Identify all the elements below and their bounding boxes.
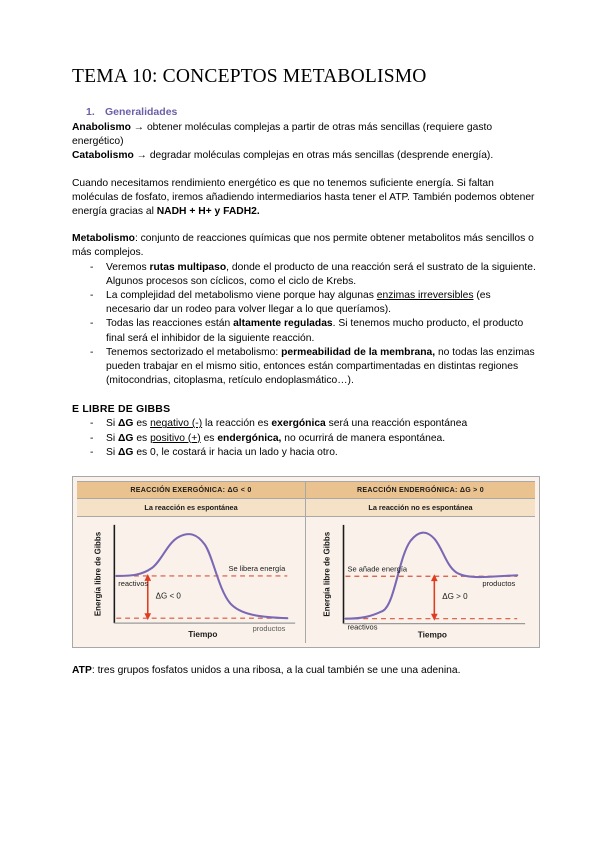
- list-item: [72, 417, 538, 431]
- figure-subheader-endergonica: La reacción no es espontánea: [306, 499, 535, 517]
- bullet-bold: endergónica,: [217, 432, 282, 444]
- bullet-pre: Todas las reacciones están: [106, 318, 234, 330]
- page-title: TEMA 10: CONCEPTOS METABOLISMO: [72, 66, 427, 87]
- y-axis-label: Energía libre de Gibbs: [322, 531, 332, 617]
- bullet-pre: Si: [106, 432, 119, 444]
- bullet-mid: es 0, le costará ir hacia un lado y hacia otro.: [133, 446, 338, 458]
- bullet-post: (es necesario dar un rodeo para volver llegar a lo que queríamos).: [106, 290, 491, 316]
- atp-term: ATP: [72, 665, 92, 677]
- catabolismo-paragraph: [72, 149, 538, 163]
- metabolismo-term: Metabolismo: [72, 233, 135, 245]
- bullet-mid: es: [133, 418, 151, 430]
- energy-paragraph-text: Cuando necesitamos rendimiento energético es que no tenemos suficiente energía. Si faltan moléculas de fosfato, iremos añadiendo intermediarios hasta tener el ATP. También podemos obtener energía gracias al: [72, 177, 535, 218]
- metabolismo-paragraph: [72, 232, 538, 260]
- figure-header-exergonica: REACCIÓN EXERGÓNICA: ΔG < 0: [77, 481, 305, 499]
- metabolismo-bullet-list: [72, 261, 538, 389]
- bullet-mid: es: [133, 432, 151, 444]
- list-item: [72, 346, 538, 389]
- bullet-mid2: la reacción es: [202, 418, 272, 430]
- atp-text: : tres grupos fosfatos unidos a una ribosa, a la cual también se une una adenina.: [91, 665, 461, 677]
- bullet-pre: Veremos: [106, 261, 150, 273]
- bullet-bold: permeabilidad de la membrana,: [281, 346, 436, 358]
- bullet-post: no todas las enzimas pueden trabajar en el mismo sitio, entonces están compartimentadas en distintas regiones (mitocondrias, citoplasma, retículo endoplasmático…).: [106, 346, 535, 387]
- bullet-pre: Si: [106, 418, 119, 430]
- metabolismo-text: : conjunto de reacciones químicas que nos permite obtener metabolitos más sencillos o más complejos.: [72, 233, 534, 259]
- section-number: 1.: [86, 106, 95, 118]
- list-item: [72, 446, 538, 460]
- bullet-post: , donde el producto de una reacción será el sustrato de la siguiente. Algunos procesos son cíclicos, como el ciclo de Krebs.: [106, 261, 536, 287]
- bullet-pre: Tenemos sectorizado el metabolismo:: [106, 346, 282, 358]
- anabolismo-paragraph: [72, 121, 538, 149]
- gibbs-figure: [72, 476, 540, 648]
- bullet-delta-g: ΔG: [118, 418, 134, 430]
- section-heading-generalidades: [86, 106, 538, 118]
- bullet-bold: exergónica: [271, 418, 326, 430]
- figure-plot-exergonica: [77, 517, 305, 643]
- list-item: [72, 289, 538, 317]
- catabolismo-term: Catabolismo: [72, 150, 134, 162]
- anabolismo-text: → obtener moléculas complejas a partir de otras más sencillas (requiere gasto energético): [72, 122, 493, 148]
- figure-header-endergonica: REACCIÓN ENDERGÓNICA: ΔG > 0: [306, 481, 535, 499]
- figure-column-exergonica: [77, 481, 306, 643]
- exergonic-chart-svg: [77, 517, 305, 643]
- label-productos: productos: [252, 624, 286, 634]
- list-item: [72, 261, 538, 289]
- gibbs-bullet-list: [72, 417, 538, 460]
- bullet-underline: positivo (+): [150, 432, 201, 444]
- label-energy-transfer: Se añade energía: [347, 564, 408, 574]
- atp-note: [72, 664, 538, 678]
- bullet-post: no ocurrirá de manera espontánea.: [281, 432, 446, 444]
- list-item: [72, 432, 538, 446]
- bullet-bold: rutas multipaso: [149, 261, 227, 273]
- gibbs-heading: E LIBRE DE GIBBS: [72, 403, 171, 416]
- bullet-bold: altamente reguladas: [233, 318, 333, 330]
- figure-plot-endergonica: [306, 517, 535, 643]
- label-delta-g: ΔG > 0: [442, 591, 468, 601]
- y-axis-label: Energía libre de Gibbs: [93, 531, 103, 617]
- label-reactivos: reactivos: [347, 622, 378, 632]
- bullet-pre: La complejidad del metabolismo viene porque hay algunas: [106, 290, 377, 302]
- bullet-delta-g: ΔG: [118, 446, 134, 458]
- energy-paragraph: [72, 177, 538, 220]
- label-energy-transfer: Se libera energía: [228, 564, 286, 574]
- bullet-underline: enzimas irreversibles: [376, 290, 474, 302]
- anabolismo-term: Anabolismo: [72, 122, 131, 133]
- label-reactivos: reactivos: [118, 578, 149, 588]
- bullet-pre: Si: [106, 446, 119, 458]
- bullet-delta-g: ΔG: [118, 432, 134, 444]
- x-axis-label: Tiempo: [188, 629, 218, 639]
- x-axis-label: Tiempo: [417, 629, 447, 640]
- bullet-mid2: es: [200, 432, 218, 444]
- figure-table: [77, 481, 535, 643]
- label-delta-g: ΔG < 0: [155, 591, 181, 601]
- list-item: [72, 317, 538, 345]
- figure-column-endergonica: [306, 481, 535, 643]
- endergonic-chart-svg: [306, 517, 535, 643]
- label-productos: productos: [482, 579, 516, 589]
- section-label: Generalidades: [105, 106, 178, 118]
- bullet-underline: negativo (-): [150, 418, 203, 430]
- bullet-post: será una reacción espontánea: [325, 418, 468, 430]
- energy-paragraph-bold: NADH + H+ y FADH2.: [156, 206, 260, 218]
- catabolismo-text: → degradar moléculas complejas en otras más sencillas (desprende energía).: [133, 150, 494, 162]
- bullet-post: . Si tenemos mucho producto, el producto final será el inhibidor de la siguiente reacción.: [106, 318, 524, 344]
- figure-subheader-exergonica: La reacción es espontánea: [77, 499, 305, 517]
